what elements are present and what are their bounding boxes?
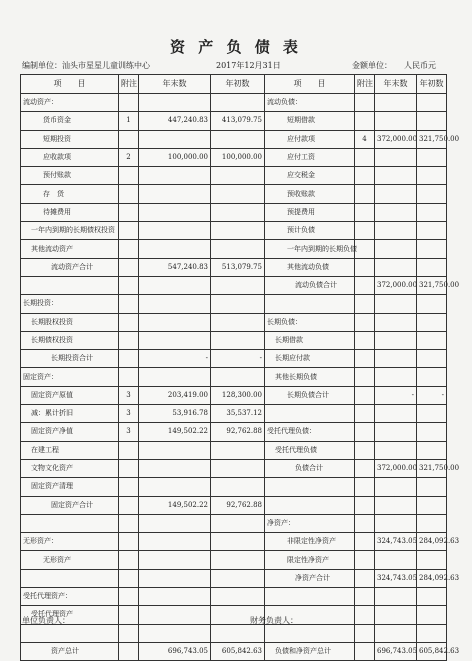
- asset-end-cell: [139, 606, 211, 624]
- liability-end-cell: [375, 423, 417, 441]
- header-liability-item: 项 目: [265, 75, 355, 94]
- asset-note-cell: [119, 130, 139, 148]
- asset-note-cell: [119, 94, 139, 112]
- asset-begin-cell: [211, 551, 265, 569]
- liability-note-cell: [355, 185, 375, 203]
- liability-end-cell: [375, 350, 417, 368]
- liability-end-cell: [375, 496, 417, 514]
- liability-begin-cell: [417, 112, 447, 130]
- table-row: [21, 588, 447, 606]
- table-row: [21, 222, 447, 240]
- liability-item-cell: [265, 405, 355, 423]
- asset-note-cell: [119, 222, 139, 240]
- asset-begin-cell: [211, 478, 265, 496]
- table-row: [21, 130, 447, 148]
- asset-begin-cell: [211, 569, 265, 587]
- asset-begin-cell: 92,762.88: [211, 423, 265, 441]
- asset-item-cell: 固定资产合计: [21, 496, 119, 514]
- liability-item-cell: 其他长期负债: [265, 368, 355, 386]
- asset-item-cell: 固定资产：: [21, 368, 119, 386]
- liability-item-cell: 长期负债合计: [265, 386, 355, 404]
- asset-begin-cell: [211, 94, 265, 112]
- table-row: [21, 167, 447, 185]
- liability-begin-cell: [417, 368, 447, 386]
- liability-end-cell: [375, 94, 417, 112]
- liability-note-cell: [355, 331, 375, 349]
- asset-item-cell: 流动资产合计: [21, 258, 119, 276]
- liability-note-cell: [355, 551, 375, 569]
- table-row: [21, 405, 447, 423]
- liability-item-cell: 一年内到期的长期负债: [265, 240, 355, 258]
- asset-end-cell: 696,743.05: [139, 642, 211, 660]
- liability-item-cell: 限定性净资产: [265, 551, 355, 569]
- asset-note-cell: [119, 295, 139, 313]
- asset-item-cell: 无形资产：: [21, 533, 119, 551]
- asset-end-cell: [139, 478, 211, 496]
- asset-item-cell: 货币资金: [21, 112, 119, 130]
- asset-item-cell: 存 货: [21, 185, 119, 203]
- asset-end-cell: 149,502.22: [139, 496, 211, 514]
- asset-item-cell: 短期投资: [21, 130, 119, 148]
- liability-end-cell: [375, 313, 417, 331]
- table-row: [21, 569, 447, 587]
- asset-note-cell: [119, 258, 139, 276]
- asset-note-cell: [119, 331, 139, 349]
- asset-end-cell: [139, 441, 211, 459]
- asset-item-cell: [21, 569, 119, 587]
- asset-note-cell: 1: [119, 112, 139, 130]
- asset-begin-cell: [211, 295, 265, 313]
- liability-begin-cell: [417, 148, 447, 166]
- asset-item-cell: 固定资产清理: [21, 478, 119, 496]
- asset-item-cell: 待摊费用: [21, 203, 119, 221]
- liability-begin-cell: [417, 295, 447, 313]
- table-row: [21, 350, 447, 368]
- liability-end-cell: 372,000.00: [375, 459, 417, 477]
- asset-item-cell: 固定资产原值: [21, 386, 119, 404]
- liability-end-cell: [375, 222, 417, 240]
- report-date: 2017年12月31日: [216, 61, 281, 70]
- liability-end-cell: [375, 514, 417, 532]
- preparer-unit: 编制单位：汕头市星星儿童训练中心: [22, 61, 150, 70]
- liability-begin-cell: 321,750.00: [417, 276, 447, 294]
- asset-begin-cell: -: [211, 350, 265, 368]
- header-liability-begin: 年初数: [417, 75, 447, 94]
- liability-note-cell: [355, 276, 375, 294]
- unit-head-label: 单位负责人：: [22, 616, 70, 625]
- liability-item-cell: [265, 588, 355, 606]
- liability-note-cell: [355, 148, 375, 166]
- liability-item-cell: 应付工资: [265, 148, 355, 166]
- asset-item-cell: [21, 276, 119, 294]
- table-row: [21, 258, 447, 276]
- asset-note-cell: [119, 203, 139, 221]
- liability-begin-cell: [417, 423, 447, 441]
- asset-item-cell: 一年内到期的长期债权投资: [21, 222, 119, 240]
- asset-begin-cell: [211, 533, 265, 551]
- liability-item-cell: 应交税金: [265, 167, 355, 185]
- liability-end-cell: 324,743.05: [375, 533, 417, 551]
- asset-end-cell: [139, 514, 211, 532]
- asset-end-cell: [139, 533, 211, 551]
- liability-begin-cell: [417, 94, 447, 112]
- table-row: [21, 276, 447, 294]
- liability-end-cell: [375, 331, 417, 349]
- liability-begin-cell: [417, 441, 447, 459]
- asset-end-cell: [139, 331, 211, 349]
- liability-note-cell: [355, 642, 375, 660]
- asset-begin-cell: 100,000.00: [211, 148, 265, 166]
- asset-begin-cell: [211, 441, 265, 459]
- liability-end-cell: [375, 588, 417, 606]
- liability-note-cell: [355, 405, 375, 423]
- asset-note-cell: [119, 368, 139, 386]
- asset-note-cell: [119, 624, 139, 642]
- header-liability-note: 附注: [355, 75, 375, 94]
- table-row: [21, 331, 447, 349]
- asset-item-cell: [21, 624, 119, 642]
- liability-note-cell: [355, 203, 375, 221]
- liability-item-cell: 流动负债合计: [265, 276, 355, 294]
- asset-begin-cell: 35,537.12: [211, 405, 265, 423]
- asset-end-cell: [139, 551, 211, 569]
- asset-item-cell: 其他流动资产: [21, 240, 119, 258]
- liability-begin-cell: [417, 203, 447, 221]
- liability-note-cell: [355, 167, 375, 185]
- liability-note-cell: [355, 606, 375, 624]
- liability-end-cell: [375, 368, 417, 386]
- asset-begin-cell: [211, 624, 265, 642]
- header-asset-end: 年末数: [139, 75, 211, 94]
- asset-note-cell: [119, 514, 139, 532]
- liability-item-cell: 受托代理负债: [265, 441, 355, 459]
- header-asset-note: 附注: [119, 75, 139, 94]
- liability-note-cell: [355, 478, 375, 496]
- asset-end-cell: [139, 276, 211, 294]
- asset-note-cell: [119, 606, 139, 624]
- asset-begin-cell: [211, 185, 265, 203]
- asset-end-cell: [139, 295, 211, 313]
- liability-end-cell: [375, 203, 417, 221]
- table-row: [21, 94, 447, 112]
- liability-end-cell: [375, 295, 417, 313]
- liability-item-cell: [265, 496, 355, 514]
- table-row: [21, 203, 447, 221]
- liability-end-cell: 372,000.00: [375, 276, 417, 294]
- table-row: [21, 642, 447, 660]
- asset-note-cell: [119, 642, 139, 660]
- liability-item-cell: 预收账款: [265, 185, 355, 203]
- liability-begin-cell: 321,750.00: [417, 130, 447, 148]
- liability-item-cell: 净资产合计: [265, 569, 355, 587]
- liability-begin-cell: [417, 258, 447, 276]
- liability-begin-cell: 284,092.63: [417, 569, 447, 587]
- asset-end-cell: [139, 588, 211, 606]
- balance-sheet-table: [20, 74, 460, 661]
- asset-item-cell: 固定资产净值: [21, 423, 119, 441]
- liability-item-cell: [265, 478, 355, 496]
- asset-begin-cell: [211, 203, 265, 221]
- table-row: [21, 478, 447, 496]
- asset-begin-cell: [211, 313, 265, 331]
- liability-begin-cell: [417, 185, 447, 203]
- liability-note-cell: [355, 240, 375, 258]
- table-row: [21, 551, 447, 569]
- asset-note-cell: 3: [119, 423, 139, 441]
- liability-item-cell: 负债和净资产总计: [265, 642, 355, 660]
- asset-end-cell: 547,240.83: [139, 258, 211, 276]
- liability-note-cell: [355, 496, 375, 514]
- liability-end-cell: 324,743.05: [375, 569, 417, 587]
- asset-end-cell: 100,000.00: [139, 148, 211, 166]
- liability-item-cell: 净资产：: [265, 514, 355, 532]
- liability-note-cell: [355, 295, 375, 313]
- liability-end-cell: [375, 606, 417, 624]
- asset-item-cell: 减：累计折旧: [21, 405, 119, 423]
- asset-end-cell: [139, 459, 211, 477]
- asset-item-cell: 长期债权投资: [21, 331, 119, 349]
- asset-note-cell: [119, 313, 139, 331]
- asset-end-cell: [139, 222, 211, 240]
- liability-item-cell: 长期应付款: [265, 350, 355, 368]
- asset-item-cell: 长期投资：: [21, 295, 119, 313]
- asset-end-cell: 203,419.00: [139, 386, 211, 404]
- table-row: [21, 148, 447, 166]
- finance-head-label: 财务负责人：: [250, 616, 298, 625]
- table-row: [21, 368, 447, 386]
- asset-begin-cell: 413,079.75: [211, 112, 265, 130]
- liability-end-cell: [375, 405, 417, 423]
- table-row: [21, 459, 447, 477]
- asset-item-cell: 受托代理资产：: [21, 588, 119, 606]
- asset-note-cell: [119, 569, 139, 587]
- liability-end-cell: [375, 112, 417, 130]
- asset-item-cell: [21, 514, 119, 532]
- liability-item-cell: 流动负债：: [265, 94, 355, 112]
- liability-note-cell: [355, 222, 375, 240]
- liability-note-cell: [355, 386, 375, 404]
- liability-end-cell: [375, 258, 417, 276]
- table-row: [21, 624, 447, 642]
- page-title: 资 产 负 债 表: [170, 38, 302, 56]
- liability-end-cell: [375, 551, 417, 569]
- asset-begin-cell: 92,762.88: [211, 496, 265, 514]
- table-row: [21, 386, 447, 404]
- table-row: [21, 496, 447, 514]
- asset-end-cell: 53,916.78: [139, 405, 211, 423]
- liability-item-cell: 其他流动负债: [265, 258, 355, 276]
- asset-end-cell: [139, 313, 211, 331]
- asset-item-cell: 资产总计: [21, 642, 119, 660]
- asset-note-cell: [119, 185, 139, 203]
- asset-begin-cell: [211, 368, 265, 386]
- liability-note-cell: [355, 112, 375, 130]
- asset-note-cell: 2: [119, 148, 139, 166]
- liability-begin-cell: [417, 167, 447, 185]
- asset-end-cell: -: [139, 350, 211, 368]
- liability-begin-cell: [417, 588, 447, 606]
- header-asset-begin: 年初数: [211, 75, 265, 94]
- liability-note-cell: [355, 533, 375, 551]
- liability-item-cell: 受托代理负债：: [265, 423, 355, 441]
- asset-item-cell: 在建工程: [21, 441, 119, 459]
- asset-item-cell: 文物文化资产: [21, 459, 119, 477]
- asset-note-cell: [119, 551, 139, 569]
- table-row: [21, 295, 447, 313]
- table-header-row: [21, 75, 447, 94]
- asset-end-cell: [139, 624, 211, 642]
- asset-begin-cell: 513,079.75: [211, 258, 265, 276]
- liability-begin-cell: 321,750.00: [417, 459, 447, 477]
- table-row: [21, 441, 447, 459]
- liability-item-cell: 负债合计: [265, 459, 355, 477]
- asset-item-cell: 应收款项: [21, 148, 119, 166]
- asset-note-cell: [119, 496, 139, 514]
- liability-end-cell: [375, 240, 417, 258]
- asset-end-cell: [139, 203, 211, 221]
- table-row: [21, 240, 447, 258]
- liability-note-cell: [355, 350, 375, 368]
- asset-note-cell: [119, 350, 139, 368]
- asset-note-cell: 3: [119, 386, 139, 404]
- liability-begin-cell: [417, 240, 447, 258]
- liability-note-cell: [355, 569, 375, 587]
- asset-begin-cell: [211, 514, 265, 532]
- asset-note-cell: [119, 276, 139, 294]
- asset-end-cell: [139, 185, 211, 203]
- asset-begin-cell: 128,300.00: [211, 386, 265, 404]
- asset-end-cell: [139, 167, 211, 185]
- asset-end-cell: [139, 130, 211, 148]
- table-row: [21, 185, 447, 203]
- liability-item-cell: 预提费用: [265, 203, 355, 221]
- liability-note-cell: [355, 441, 375, 459]
- liability-item-cell: [265, 295, 355, 313]
- asset-item-cell: 预付账款: [21, 167, 119, 185]
- table-row: [21, 313, 447, 331]
- liability-end-cell: -: [375, 386, 417, 404]
- asset-item-cell: 长期投资合计: [21, 350, 119, 368]
- liability-note-cell: [355, 258, 375, 276]
- asset-begin-cell: [211, 240, 265, 258]
- currency-value: 人民币元: [404, 61, 436, 70]
- header-liability-end: 年末数: [375, 75, 417, 94]
- asset-item-cell: 受托代理资产: [21, 606, 119, 624]
- table-row: [21, 606, 447, 624]
- asset-begin-cell: [211, 331, 265, 349]
- liability-item-cell: [265, 624, 355, 642]
- table-row: [21, 533, 447, 551]
- liability-item-cell: 预计负债: [265, 222, 355, 240]
- liability-end-cell: 696,743.05: [375, 642, 417, 660]
- asset-end-cell: [139, 368, 211, 386]
- liability-begin-cell: [417, 514, 447, 532]
- liability-begin-cell: [417, 313, 447, 331]
- liability-begin-cell: 284,092.63: [417, 533, 447, 551]
- asset-end-cell: [139, 569, 211, 587]
- liability-item-cell: 短期借款: [265, 112, 355, 130]
- asset-note-cell: [119, 240, 139, 258]
- header-asset-item: 项 目: [21, 75, 119, 94]
- currency-label: 金额单位：: [352, 61, 392, 70]
- liability-end-cell: [375, 185, 417, 203]
- asset-end-cell: 447,240.83: [139, 112, 211, 130]
- liability-begin-cell: [417, 350, 447, 368]
- asset-note-cell: [119, 478, 139, 496]
- asset-note-cell: 3: [119, 405, 139, 423]
- liability-begin-cell: -: [417, 386, 447, 404]
- liability-begin-cell: [417, 551, 447, 569]
- liability-item-cell: 长期负债：: [265, 313, 355, 331]
- liability-note-cell: [355, 313, 375, 331]
- liability-end-cell: [375, 624, 417, 642]
- asset-note-cell: [119, 459, 139, 477]
- asset-begin-cell: [211, 459, 265, 477]
- asset-note-cell: [119, 533, 139, 551]
- liability-begin-cell: [417, 496, 447, 514]
- liability-item-cell: 长期借款: [265, 331, 355, 349]
- liability-item-cell: 应付款项: [265, 130, 355, 148]
- asset-begin-cell: [211, 222, 265, 240]
- asset-begin-cell: [211, 276, 265, 294]
- liability-begin-cell: [417, 606, 447, 624]
- table-row: [21, 514, 447, 532]
- liability-end-cell: [375, 441, 417, 459]
- liability-begin-cell: [417, 624, 447, 642]
- asset-begin-cell: [211, 130, 265, 148]
- asset-note-cell: [119, 167, 139, 185]
- liability-note-cell: [355, 423, 375, 441]
- liability-note-cell: 4: [355, 130, 375, 148]
- liability-note-cell: [355, 459, 375, 477]
- asset-begin-cell: [211, 588, 265, 606]
- asset-item-cell: 长期股权投资: [21, 313, 119, 331]
- liability-note-cell: [355, 514, 375, 532]
- asset-item-cell: 无形资产: [21, 551, 119, 569]
- liability-note-cell: [355, 588, 375, 606]
- table-row: [21, 423, 447, 441]
- asset-begin-cell: [211, 167, 265, 185]
- asset-note-cell: [119, 588, 139, 606]
- liability-item-cell: 非限定性净资产: [265, 533, 355, 551]
- liability-end-cell: [375, 167, 417, 185]
- asset-item-cell: 流动资产：: [21, 94, 119, 112]
- asset-note-cell: [119, 441, 139, 459]
- liability-end-cell: 372,000.00: [375, 130, 417, 148]
- asset-end-cell: 149,502.22: [139, 423, 211, 441]
- liability-note-cell: [355, 368, 375, 386]
- liability-note-cell: [355, 94, 375, 112]
- asset-end-cell: [139, 94, 211, 112]
- asset-begin-cell: 605,842.63: [211, 642, 265, 660]
- liability-begin-cell: 605,842.63: [417, 642, 447, 660]
- liability-note-cell: [355, 624, 375, 642]
- asset-end-cell: [139, 240, 211, 258]
- liability-end-cell: [375, 478, 417, 496]
- liability-begin-cell: [417, 405, 447, 423]
- liability-begin-cell: [417, 222, 447, 240]
- liability-end-cell: [375, 148, 417, 166]
- liability-begin-cell: [417, 478, 447, 496]
- table-row: [21, 112, 447, 130]
- liability-begin-cell: [417, 331, 447, 349]
